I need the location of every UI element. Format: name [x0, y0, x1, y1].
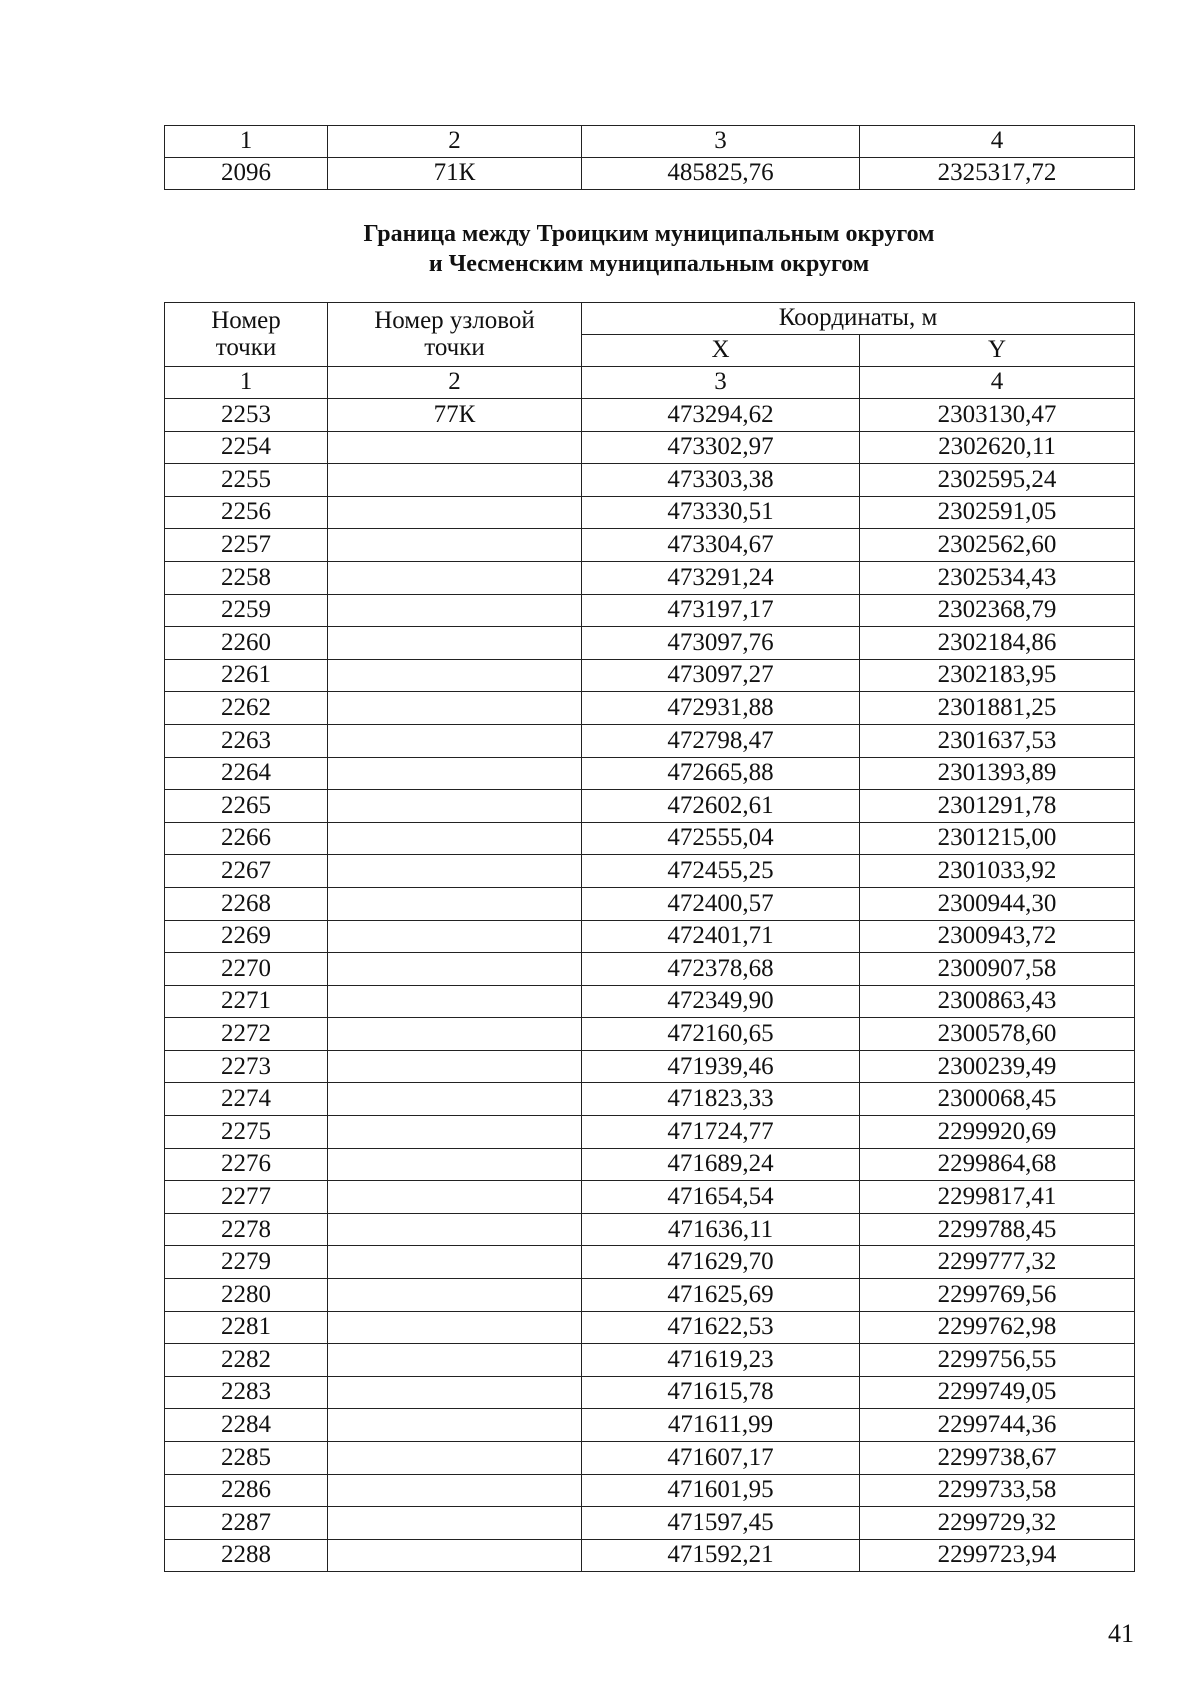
x-coordinate-cell: 473097,27 — [582, 659, 860, 692]
table-row — [165, 561, 1135, 594]
x-coordinate-cell: 473304,67 — [582, 529, 860, 562]
y-coordinate-cell: 2300068,45 — [860, 1083, 1135, 1116]
column-number-4: 4 — [860, 126, 1135, 158]
point-number-cell: 2286 — [165, 1474, 328, 1507]
table-row — [165, 158, 1135, 190]
column-number-row — [165, 126, 1135, 158]
x-coordinate-cell: 473302,97 — [582, 431, 860, 464]
point-number-cell: 2287 — [165, 1507, 328, 1540]
y-coordinate-cell: 2301881,25 — [860, 692, 1135, 725]
y-coordinate-cell: 2299777,32 — [860, 1246, 1135, 1279]
y-coordinate-cell: 2302184,86 — [860, 627, 1135, 660]
point-number-cell: 2283 — [165, 1376, 328, 1409]
point-number-cell: 2263 — [165, 724, 328, 757]
y-coordinate-cell: 2299756,55 — [860, 1344, 1135, 1377]
column-number-4: 4 — [860, 367, 1135, 399]
x-coordinate-cell: 473291,24 — [582, 561, 860, 594]
table-row — [165, 920, 1135, 953]
x-coordinate-cell: 471724,77 — [582, 1116, 860, 1149]
column-number-3: 3 — [582, 126, 860, 158]
node-number-cell — [328, 790, 582, 823]
point-number-cell: 2274 — [165, 1083, 328, 1116]
section-title-line-2: и Чесменским муниципальным округом — [428, 251, 870, 277]
x-coordinate-cell: 471619,23 — [582, 1344, 860, 1377]
point-number-cell: 2257 — [165, 529, 328, 562]
x-coordinate-cell: 471939,46 — [582, 1050, 860, 1083]
table-row — [165, 1213, 1135, 1246]
table-row — [165, 1507, 1135, 1540]
y-coordinate-cell: 2300943,72 — [860, 920, 1135, 953]
node-number-cell — [328, 855, 582, 888]
y-coordinate-cell: 2299788,45 — [860, 1213, 1135, 1246]
table-row — [165, 1018, 1135, 1051]
y-coordinate-cell: 2299733,58 — [860, 1474, 1135, 1507]
node-number-cell — [328, 724, 582, 757]
node-number-cell — [328, 822, 582, 855]
node-number-cell: 71К — [328, 158, 582, 190]
coordinates-table-body — [165, 399, 1135, 1572]
node-number-cell — [328, 692, 582, 725]
table-row — [165, 399, 1135, 432]
node-number-cell — [328, 627, 582, 660]
x-coordinate-cell: 472798,47 — [582, 724, 860, 757]
column-number-3: 3 — [582, 367, 860, 399]
point-number-cell: 2276 — [165, 1148, 328, 1181]
y-coordinate-cell: 2301637,53 — [860, 724, 1135, 757]
x-coordinate-cell: 473097,76 — [582, 627, 860, 660]
x-coordinate-cell: 473303,38 — [582, 464, 860, 497]
table-row — [165, 1148, 1135, 1181]
node-number-cell — [328, 953, 582, 986]
page-number: 41 — [1108, 1619, 1134, 1648]
node-number-cell — [328, 757, 582, 790]
y-coordinate-cell: 2299749,05 — [860, 1376, 1135, 1409]
table-row — [165, 1539, 1135, 1572]
node-number-cell — [328, 1213, 582, 1246]
node-number-cell — [328, 594, 582, 627]
x-coordinate-cell: 472378,68 — [582, 953, 860, 986]
y-coordinate-cell: 2299762,98 — [860, 1311, 1135, 1344]
node-number-cell — [328, 1474, 582, 1507]
point-number-cell: 2262 — [165, 692, 328, 725]
table-row — [165, 724, 1135, 757]
table-row — [165, 953, 1135, 986]
table-row — [165, 431, 1135, 464]
x-coordinate-cell: 471689,24 — [582, 1148, 860, 1181]
table-row — [165, 1409, 1135, 1442]
x-coordinate-cell: 471629,70 — [582, 1246, 860, 1279]
point-number-cell: 2260 — [165, 627, 328, 660]
table-row — [165, 887, 1135, 920]
point-number-cell: 2272 — [165, 1018, 328, 1051]
node-number-cell — [328, 1409, 582, 1442]
table-row — [165, 627, 1135, 660]
point-number-cell: 2288 — [165, 1539, 328, 1572]
node-number-cell — [328, 464, 582, 497]
point-number-cell: 2273 — [165, 1050, 328, 1083]
coordinates-table — [164, 302, 1135, 1572]
table-row — [165, 464, 1135, 497]
node-number-cell — [328, 431, 582, 464]
node-number-cell — [328, 529, 582, 562]
y-coordinate-cell: 2300863,43 — [860, 985, 1135, 1018]
table-row — [165, 1279, 1135, 1312]
node-number-cell — [328, 1181, 582, 1214]
point-number-cell: 2284 — [165, 1409, 328, 1442]
x-header: X — [582, 335, 860, 367]
column-number-row — [165, 367, 1135, 399]
point-number-cell: 2264 — [165, 757, 328, 790]
x-coordinate-cell: 472931,88 — [582, 692, 860, 725]
table-row — [165, 822, 1135, 855]
node-number-cell — [328, 1539, 582, 1572]
x-coordinate-cell: 471611,99 — [582, 1409, 860, 1442]
table-row — [165, 529, 1135, 562]
table-row — [165, 855, 1135, 888]
node-number-cell — [328, 1116, 582, 1149]
point-number-cell: 2267 — [165, 855, 328, 888]
node-number-cell — [328, 1018, 582, 1051]
x-coordinate-cell: 485825,76 — [582, 158, 860, 190]
y-coordinate-cell: 2299920,69 — [860, 1116, 1135, 1149]
y-header: Y — [860, 335, 1135, 367]
point-number-cell: 2265 — [165, 790, 328, 823]
x-coordinate-cell: 472555,04 — [582, 822, 860, 855]
point-number-cell: 2259 — [165, 594, 328, 627]
node-number-cell — [328, 920, 582, 953]
table-row — [165, 757, 1135, 790]
header-row — [165, 303, 1135, 335]
table-row — [165, 496, 1135, 529]
table-row — [165, 1083, 1135, 1116]
point-number-cell: 2271 — [165, 985, 328, 1018]
point-number-cell: 2278 — [165, 1213, 328, 1246]
x-coordinate-cell: 471601,95 — [582, 1474, 860, 1507]
point-number-cell: 2096 — [165, 158, 328, 190]
table-row — [165, 1246, 1135, 1279]
y-coordinate-cell: 2302591,05 — [860, 496, 1135, 529]
point-number-cell: 2261 — [165, 659, 328, 692]
table-row — [165, 1181, 1135, 1214]
table-row — [165, 1311, 1135, 1344]
table-row — [165, 594, 1135, 627]
x-coordinate-cell: 471654,54 — [582, 1181, 860, 1214]
x-coordinate-cell: 471622,53 — [582, 1311, 860, 1344]
y-coordinate-cell: 2299864,68 — [860, 1148, 1135, 1181]
x-coordinate-cell: 471615,78 — [582, 1376, 860, 1409]
node-number-cell — [328, 659, 582, 692]
table-row — [165, 1376, 1135, 1409]
y-coordinate-cell: 2302620,11 — [860, 431, 1135, 464]
x-coordinate-cell: 473197,17 — [582, 594, 860, 627]
coordinates-header: Координаты, м — [582, 303, 1135, 335]
node-number-cell — [328, 1279, 582, 1312]
point-number-cell: 2279 — [165, 1246, 328, 1279]
node-number-cell — [328, 887, 582, 920]
section-title — [164, 219, 1134, 279]
table-row — [165, 659, 1135, 692]
point-number-cell: 2277 — [165, 1181, 328, 1214]
point-number-cell: 2268 — [165, 887, 328, 920]
y-coordinate-cell: 2299738,67 — [860, 1442, 1135, 1475]
node-number-cell — [328, 1083, 582, 1116]
node-number-cell — [328, 561, 582, 594]
point-number-cell: 2281 — [165, 1311, 328, 1344]
node-number-cell — [328, 1344, 582, 1377]
node-number-cell — [328, 1442, 582, 1475]
node-number-cell: 77К — [328, 399, 582, 432]
table-row — [165, 1442, 1135, 1475]
x-coordinate-cell: 472160,65 — [582, 1018, 860, 1051]
section-title-line-1: Граница между Троицким муниципальным округом — [363, 221, 935, 247]
y-coordinate-cell: 2302183,95 — [860, 659, 1135, 692]
y-coordinate-cell: 2302562,60 — [860, 529, 1135, 562]
point-number-cell: 2285 — [165, 1442, 328, 1475]
table-row — [165, 790, 1135, 823]
point-number-cell: 2270 — [165, 953, 328, 986]
table-row — [165, 1344, 1135, 1377]
point-number-cell: 2280 — [165, 1279, 328, 1312]
node-number-cell — [328, 496, 582, 529]
x-coordinate-cell: 471597,45 — [582, 1507, 860, 1540]
column-number-1: 1 — [165, 367, 328, 399]
point-number-cell: 2253 — [165, 399, 328, 432]
y-coordinate-cell: 2303130,47 — [860, 399, 1135, 432]
table-row — [165, 692, 1135, 725]
y-coordinate-cell: 2299744,36 — [860, 1409, 1135, 1442]
point-number-cell: 2266 — [165, 822, 328, 855]
y-coordinate-cell: 2300239,49 — [860, 1050, 1135, 1083]
node-number-header: Номер узловой точки — [328, 303, 582, 367]
column-number-1: 1 — [165, 126, 328, 158]
node-number-cell — [328, 1246, 582, 1279]
node-number-cell — [328, 1311, 582, 1344]
x-coordinate-cell: 471592,21 — [582, 1539, 860, 1572]
y-coordinate-cell: 2302368,79 — [860, 594, 1135, 627]
node-number-cell — [328, 985, 582, 1018]
y-coordinate-cell: 2301215,00 — [860, 822, 1135, 855]
node-number-cell — [328, 1507, 582, 1540]
x-coordinate-cell: 472349,90 — [582, 985, 860, 1018]
y-coordinate-cell: 2299723,94 — [860, 1539, 1135, 1572]
table-row — [165, 1050, 1135, 1083]
column-number-2: 2 — [328, 367, 582, 399]
point-number-header: Номер точки — [165, 303, 328, 367]
y-coordinate-cell: 2302534,43 — [860, 561, 1135, 594]
point-number-cell: 2269 — [165, 920, 328, 953]
x-coordinate-cell: 471607,17 — [582, 1442, 860, 1475]
y-coordinate-cell: 2301033,92 — [860, 855, 1135, 888]
x-coordinate-cell: 472665,88 — [582, 757, 860, 790]
node-number-cell — [328, 1050, 582, 1083]
x-coordinate-cell: 471636,11 — [582, 1213, 860, 1246]
point-number-cell: 2275 — [165, 1116, 328, 1149]
y-coordinate-cell: 2301291,78 — [860, 790, 1135, 823]
node-number-cell — [328, 1376, 582, 1409]
y-coordinate-cell: 2300907,58 — [860, 953, 1135, 986]
node-number-cell — [328, 1148, 582, 1181]
x-coordinate-cell: 473330,51 — [582, 496, 860, 529]
y-coordinate-cell: 2299729,32 — [860, 1507, 1135, 1540]
x-coordinate-cell: 472455,25 — [582, 855, 860, 888]
y-coordinate-cell: 2300578,60 — [860, 1018, 1135, 1051]
table-row — [165, 1474, 1135, 1507]
table-row — [165, 1116, 1135, 1149]
y-coordinate-cell: 2299817,41 — [860, 1181, 1135, 1214]
y-coordinate-cell: 2299769,56 — [860, 1279, 1135, 1312]
x-coordinate-cell: 472602,61 — [582, 790, 860, 823]
x-coordinate-cell: 472400,57 — [582, 887, 860, 920]
point-number-cell: 2254 — [165, 431, 328, 464]
point-number-cell: 2282 — [165, 1344, 328, 1377]
y-coordinate-cell: 2302595,24 — [860, 464, 1135, 497]
x-coordinate-cell: 472401,71 — [582, 920, 860, 953]
column-number-2: 2 — [328, 126, 582, 158]
y-coordinate-cell: 2300944,30 — [860, 887, 1135, 920]
point-number-cell: 2255 — [165, 464, 328, 497]
x-coordinate-cell: 473294,62 — [582, 399, 860, 432]
x-coordinate-cell: 471625,69 — [582, 1279, 860, 1312]
point-number-cell: 2258 — [165, 561, 328, 594]
continuation-table — [164, 125, 1135, 190]
x-coordinate-cell: 471823,33 — [582, 1083, 860, 1116]
y-coordinate-cell: 2325317,72 — [860, 158, 1135, 190]
point-number-cell: 2256 — [165, 496, 328, 529]
y-coordinate-cell: 2301393,89 — [860, 757, 1135, 790]
table-row — [165, 985, 1135, 1018]
